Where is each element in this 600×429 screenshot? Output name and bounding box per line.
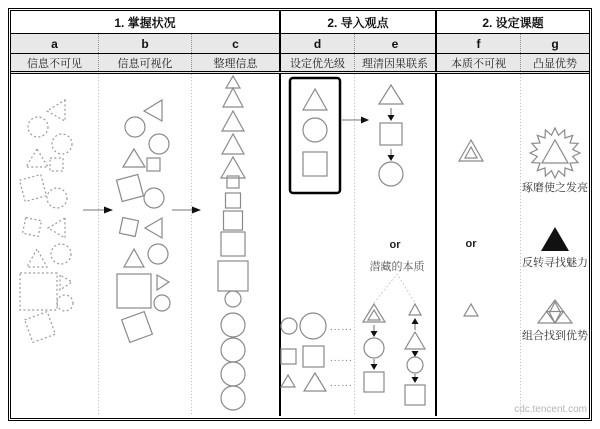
arrow-head-icon <box>104 207 113 214</box>
circle-icon <box>149 134 169 154</box>
reverse-label: 反转寻找魅力 <box>522 257 588 269</box>
tilted-square-icon <box>120 218 139 237</box>
sorted-square-icon <box>224 211 243 230</box>
branch-circle-icon <box>407 357 423 373</box>
sorted-circle-icon <box>221 313 245 337</box>
column-a-shapes <box>20 100 73 342</box>
method-table <box>8 8 592 421</box>
down-arrow-head-icon <box>371 364 378 370</box>
dotted-square-icon <box>50 158 63 171</box>
small-circle-icon <box>281 318 297 334</box>
square-icon <box>147 158 160 171</box>
small-triangle-icon <box>464 304 478 316</box>
large-square-icon <box>303 346 324 367</box>
arrow-b-to-c <box>172 207 201 214</box>
ellipsis-circles: ...... <box>330 322 353 333</box>
column-e-shapes <box>363 85 425 405</box>
group-introduce-viewpoint: 2. 导入观点 <box>281 11 437 33</box>
down-arrow-head-icon <box>412 351 419 357</box>
priority-circle-icon <box>303 118 327 142</box>
sunburst-triangle-icon <box>542 140 568 163</box>
dotted-circle-icon <box>28 117 48 137</box>
circle-icon <box>148 244 168 264</box>
desc-info-invisible: 信息不可见 <box>11 54 99 71</box>
essence-branch-lines <box>374 274 415 303</box>
priority-square-icon <box>303 152 327 176</box>
watermark-text: cdc.tencent.com <box>514 404 587 415</box>
dotted-circle-icon <box>47 188 67 208</box>
chain-square-icon <box>380 123 402 145</box>
sorted-circle-icon <box>221 362 245 386</box>
column-letter-row <box>11 34 589 54</box>
branch-triangle-icon <box>405 332 425 349</box>
triangle-right-icon <box>157 275 169 290</box>
branch-square-icon <box>405 385 425 405</box>
nested-triangle-outer-icon <box>363 304 385 322</box>
dotted-triangle-icon <box>27 249 47 267</box>
sorted-triangle-icon <box>226 76 240 88</box>
triangle-left-icon <box>144 100 162 121</box>
dotted-tilted-square-icon <box>25 312 56 343</box>
diagram-content <box>11 74 589 416</box>
desc-organize-info: 整理信息 <box>192 54 281 71</box>
desc-essence-invisible: 本质不可视 <box>437 54 521 71</box>
nested-triangle-inner-icon <box>465 147 477 158</box>
dotted-small-circle-icon <box>57 295 73 311</box>
desc-highlight-advantage: 凸显优势 <box>533 57 577 70</box>
sorted-square-icon <box>221 232 245 256</box>
ellipsis-squares: ...... <box>330 353 353 364</box>
branch-circle-icon <box>364 338 384 358</box>
down-arrow-head-icon <box>388 115 395 121</box>
sorted-circle-icon <box>221 386 245 410</box>
chain-triangle-icon <box>379 85 403 104</box>
desc-set-priority: 设定优先级 <box>281 54 355 71</box>
sorted-triangle-icon <box>221 157 245 178</box>
circle-icon <box>125 117 145 137</box>
arrow-head-icon <box>361 117 369 124</box>
desc-clarify-causality: 理清因果联系 <box>355 54 437 71</box>
column-f-shapes <box>459 140 483 316</box>
column-letter-f: f <box>437 34 521 53</box>
small-triangle-icon <box>281 375 295 387</box>
small-triangle-icon <box>409 304 421 315</box>
or-label-f: or <box>465 238 477 250</box>
sorted-circle-icon <box>221 338 245 362</box>
sunburst-icon <box>530 128 580 178</box>
hidden-essence-label: 潜藏的本质 <box>369 261 425 273</box>
sorted-triangle-icon <box>222 111 244 131</box>
dotted-circle-icon <box>52 134 72 154</box>
up-arrow-head-icon <box>412 318 419 324</box>
dotted-triangle-icon <box>26 149 48 167</box>
dotted-tilted-square-icon <box>23 218 42 237</box>
composite-triangle-inner-icon <box>547 312 564 324</box>
desc-info-visualized: 信息可视化 <box>99 54 192 71</box>
dotted-circle-icon <box>51 244 71 264</box>
triangle-left-icon <box>145 218 162 238</box>
small-square-icon <box>281 349 296 364</box>
combine-label: 组合找到优势 <box>522 330 588 342</box>
down-arrow-head-icon <box>371 331 378 337</box>
small-circle-icon <box>154 295 170 311</box>
down-arrow-head-icon <box>388 155 395 161</box>
column-letter-d: d <box>281 34 355 53</box>
dotted-large-square-icon <box>20 273 57 310</box>
large-triangle-icon <box>304 373 326 391</box>
sorted-triangle-icon <box>223 88 243 107</box>
dotted-triangle-left-icon <box>48 218 65 238</box>
column-letter-a: a <box>11 34 99 53</box>
tilted-square-icon <box>122 312 153 343</box>
column-letter-e: e <box>355 34 437 53</box>
ellipsis-triangles: ...... <box>330 378 353 389</box>
column-letter-b: b <box>99 34 192 53</box>
sorted-circle-icon <box>225 291 241 307</box>
dotted-triangle-right-icon <box>60 275 72 290</box>
chain-circle-icon <box>379 162 403 186</box>
down-arrow-head-icon <box>412 377 419 383</box>
priority-triangle-icon <box>303 89 327 110</box>
triangle-icon <box>123 149 145 167</box>
triangle-icon <box>124 249 144 267</box>
solid-black-triangle-icon <box>541 227 569 251</box>
or-label-e: or <box>389 239 401 251</box>
column-c-shapes <box>218 76 248 410</box>
large-circle-icon <box>300 313 326 339</box>
column-desc-row <box>11 54 589 74</box>
column-letter-c: c <box>192 34 281 53</box>
sorted-square-icon <box>226 193 241 208</box>
group-grasp-situation: 1. 掌握状况 <box>11 11 281 33</box>
column-b-shapes <box>117 100 170 342</box>
column-g-shapes <box>522 128 588 342</box>
polish-label: 琢磨使之发亮 <box>522 182 588 194</box>
column-letter-g: g <box>551 36 559 51</box>
group-set-topic: 2. 设定课题 <box>482 15 544 30</box>
column-d-shapes <box>281 78 353 391</box>
arrow-d-to-e <box>342 117 369 124</box>
dotted-triangle-left-icon <box>47 100 65 121</box>
group-header-row <box>11 11 589 34</box>
branch-square-icon <box>364 372 384 392</box>
sorted-triangle-icon <box>222 134 244 154</box>
large-square-icon <box>117 274 151 308</box>
dotted-tilted-square-icon <box>20 175 47 202</box>
circle-icon <box>144 188 164 208</box>
arrow-head-icon <box>192 207 201 214</box>
tilted-square-icon <box>117 175 144 202</box>
sorted-square-icon <box>218 261 248 291</box>
